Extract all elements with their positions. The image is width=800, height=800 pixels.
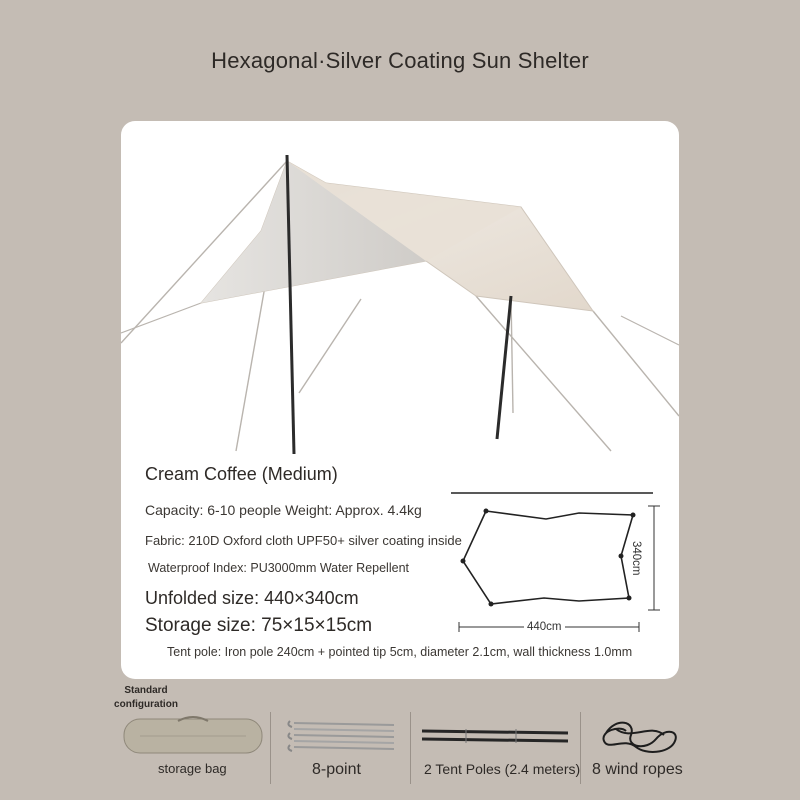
standard-configuration-label: Standard configuration [114, 685, 178, 710]
spec-tent-pole: Tent pole: Iron pole 240cm + pointed tip 5cm, diameter 2.1cm, wall thickness 1.0mm [167, 645, 633, 659]
accessory-label: 8-point [312, 761, 361, 778]
spec-unfolded-size: Unfolded size: 440×340cm [145, 588, 359, 608]
sun-shelter-illustration [121, 121, 679, 461]
color-variant-label: Cream Coffee (Medium) [145, 464, 338, 484]
tent-stakes-icon [284, 711, 402, 761]
accessory-storage-bag [118, 705, 268, 790]
accessory-label: 2 Tent Poles (2.4 meters) [424, 761, 581, 777]
accessory-label: storage bag [158, 761, 227, 776]
accessory-wind-ropes [586, 705, 696, 790]
accessory-tent-poles [416, 705, 581, 790]
height-dimension-label: 340cm [630, 541, 642, 576]
product-card [121, 121, 679, 679]
spec-capacity-weight: Capacity: 6-10 people Weight: Approx. 4.4kg [145, 502, 422, 518]
spec-fabric: Fabric: 210D Oxford cloth UPF50+ silver coating inside [145, 533, 462, 548]
divider [270, 712, 271, 784]
tent-poles-icon [416, 711, 576, 761]
storage-bag-icon [118, 711, 268, 761]
width-dimension-label: 440cm [524, 621, 565, 633]
accessory-label: 8 wind ropes [592, 761, 683, 778]
accessory-stakes [284, 705, 402, 790]
divider [580, 712, 581, 784]
spec-storage-size: Storage size: 75×15×15cm [145, 615, 373, 636]
divider [410, 712, 411, 784]
wind-ropes-icon [586, 711, 696, 761]
page-title: Hexagonal·Silver Coating Sun Shelter [211, 48, 589, 73]
spec-waterproof: Waterproof Index: PU3000mm Water Repellent [148, 561, 409, 575]
